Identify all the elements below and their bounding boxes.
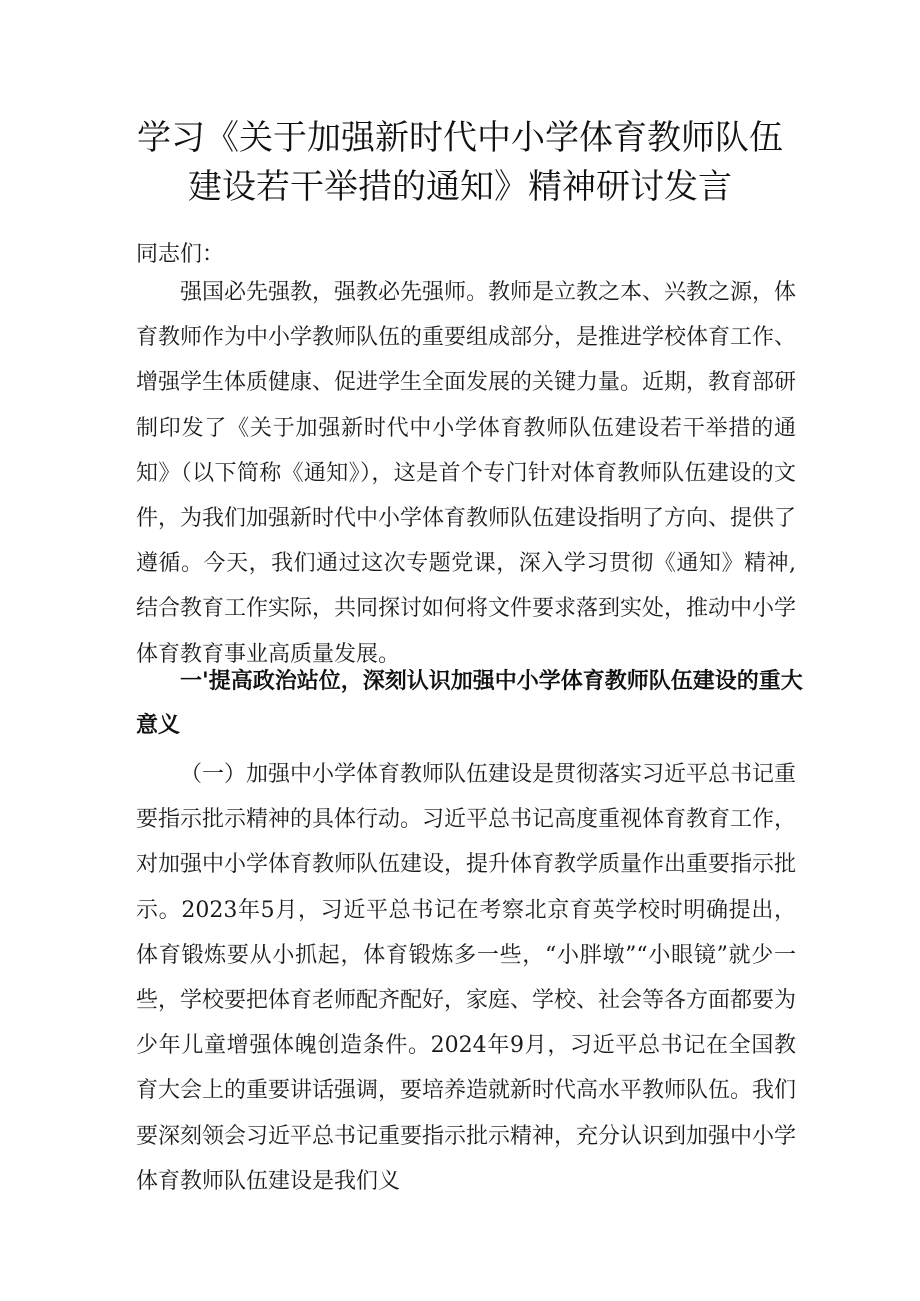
intro-paragraph: 强国必先强教，强教必先强师。教师是立教之本、兴教之源，体育教师作为中小学教师队伍的重要组成部分，是推进学校体育工作、增强学生体质健康、促进学生全面发展的关键力量。近期，教育部研制印发了《关于加强新时代中小学体育教师队伍建设若干举措的通知》（以下简称《通知》），这是首个专门针对体育教师队伍建设的文件，为我们加强新时代中小学体育教师队伍建设指明了方向、提供了遵循。今天，我们通过这次专题党课，深入学习贯彻《通知》精神,结合教育工作实际，共同探讨如何将文件要求落到实处，推动中小学体育教育事业高质量发展。 — [136, 280, 797, 667]
subsection-paragraph: （一）加强中小学体育教师队伍建设是贯彻落实习近平总书记重要指示批示精神的具体行动。习近平总书记高度重视体育教育工作，对加强中小学体育教师队伍建设，提升体育教学质量作出重要指示批示。2023年5月，习近平总书记在考察北京育英学校时明确提出，体育锻炼要从小抓起，体育锻炼多一些，“小胖墩”“小眼镜”就少一些，学校要把体育老师配齐配好，家庭、学校、社会等各方面都要为少年儿童增强体魄创造条件。2024年9月，习近平总书记在全国教育大会上的重要讲话强调，要培养造就新时代高水平教师队伍。我们要深刻领会习近平总书记重要指示批示精神，充分认识到加强中小学体育教师队伍建设是我们义 — [136, 762, 797, 1194]
section-heading: 一'提高政治站位，深刻认识加强中小学体育教师队伍建设的重大意义 — [136, 669, 803, 738]
salutation: 同志们： — [136, 242, 225, 267]
document-title-line-1: 学习《关于加强新时代中小学体育教师队伍 — [137, 118, 783, 158]
document-title-line-2: 建设若干举措的通知》精神研讨发言 — [188, 167, 732, 207]
